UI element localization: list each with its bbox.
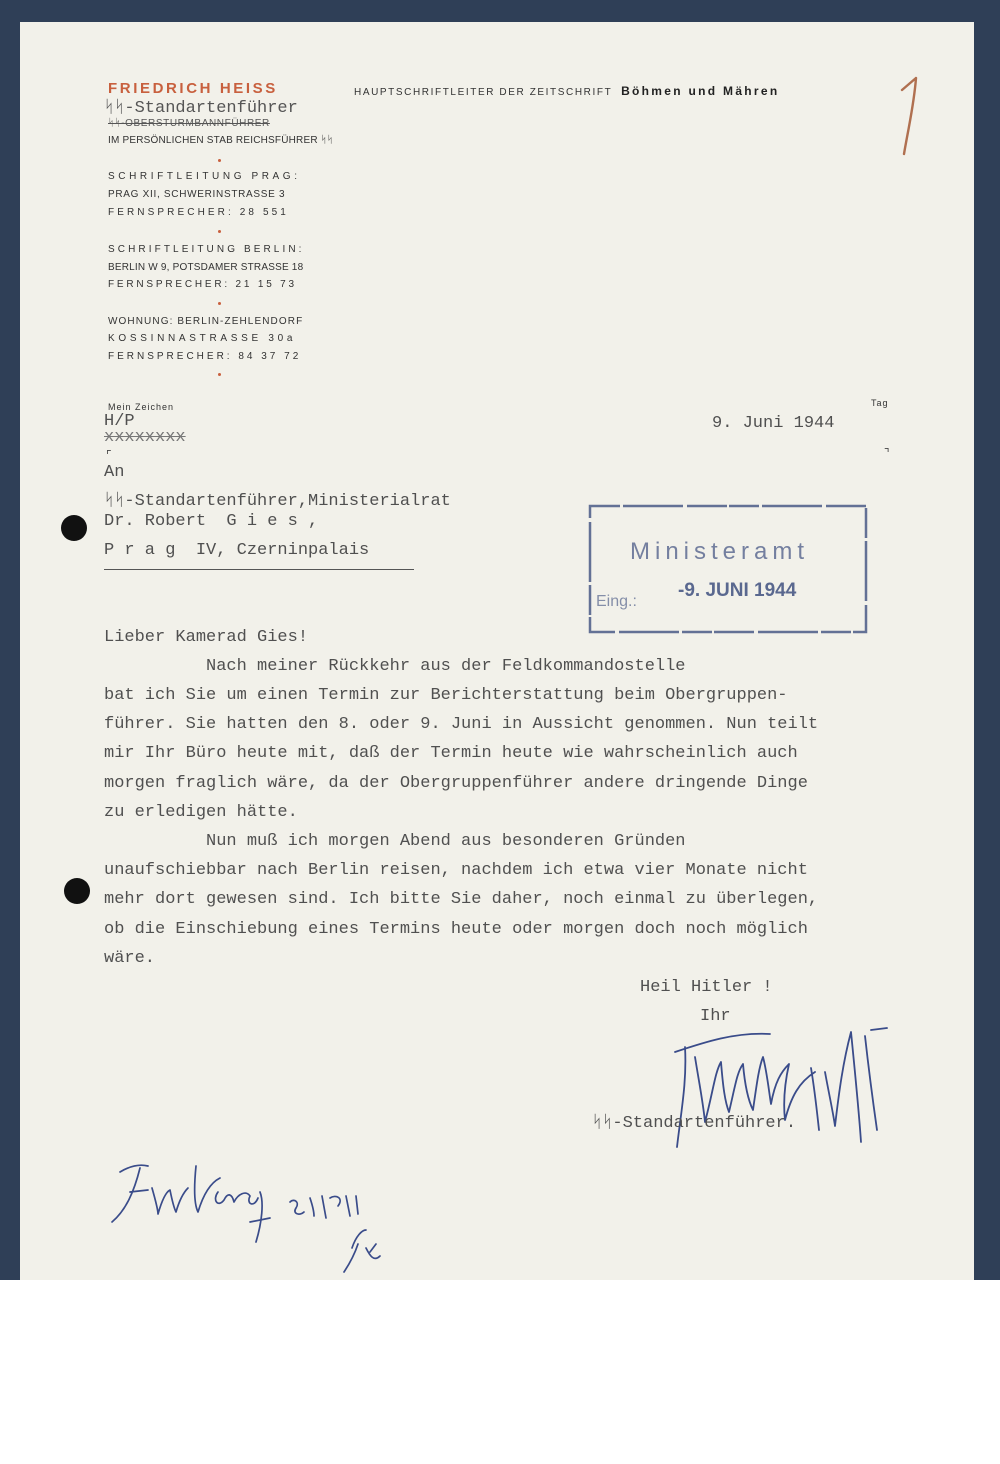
address-home-title: WOHNUNG: BERLIN-ZEHLENDORF	[108, 316, 304, 327]
body-line: morgen fraglich wäre, da der Obergruppenführer andere dringende Dinge	[104, 774, 808, 793]
closing: Heil Hitler !	[640, 978, 773, 997]
salutation: Lieber Kamerad Gies!	[104, 628, 309, 647]
letterhead-staff: IM PERSÖNLICHEN STAB REICHSFÜHRER ᛋᛋ	[108, 135, 334, 146]
address-home-street: KOSSINNASTRASSE 30a	[108, 333, 297, 344]
letterhead-magazine: Böhmen und Mähren	[621, 84, 780, 98]
address-berlin-title: SCHRIFTLEITUNG BERLIN:	[108, 244, 305, 255]
address-corner-mark: ⌝	[884, 446, 890, 460]
body-line: mehr dort gewesen sind. Ich bitte Sie daher, noch einmal zu überlegen,	[104, 890, 819, 909]
address-line: ᛋᛋ-Standartenführer,Ministerialrat	[104, 492, 451, 511]
body-line: Nach meiner Rückkehr aus der Feldkommandostelle	[104, 657, 686, 676]
letterhead-name: FRIEDRICH HEISS	[108, 80, 278, 97]
stamp-received-label: Eing.:	[596, 593, 637, 610]
body-line: Nun muß ich morgen Abend aus besonderen Gründen	[104, 832, 686, 851]
address-prag-title: SCHRIFTLEITUNG PRAG:	[108, 171, 301, 182]
punch-hole	[61, 515, 87, 541]
address-prefix: An	[104, 463, 125, 482]
body-line: bat ich Sie um einen Termin zur Berichterstattung beim Obergruppen-	[104, 686, 788, 705]
closing-ihr: Ihr	[700, 1007, 731, 1026]
letterhead-rank: ᛋᛋ-Standartenführer	[104, 99, 298, 118]
address-underline	[104, 569, 414, 570]
letterhead-dot	[218, 159, 221, 162]
letterhead-rank-struck: ᛋᛋ-OBERSTURMBANNFÜHRER	[108, 118, 270, 129]
reference-value: H/P	[104, 412, 135, 431]
signature-rank: ᛋᛋ-Standartenführer.	[592, 1114, 797, 1133]
received-stamp	[580, 496, 880, 636]
body-line: unaufschiebbar nach Berlin reisen, nachdem ich etwa vier Monate nicht	[104, 861, 808, 880]
address-berlin-phone: FERNSPRECHER: 21 15 73	[108, 279, 297, 290]
stamp-office: Ministeramt	[630, 538, 810, 565]
handwritten-note	[100, 1152, 390, 1282]
reference-label: Mein Zeichen	[108, 402, 175, 412]
letterhead-dot	[218, 230, 221, 233]
letter-page	[20, 22, 974, 1280]
body-line: zu erledigen hätte.	[104, 803, 298, 822]
reference-struck: xxxxxxxx	[104, 428, 186, 447]
letterhead-title	[354, 84, 780, 98]
body-line: ob die Einschiebung eines Termins heute oder morgen doch noch möglich	[104, 920, 808, 939]
letterhead-dot	[218, 373, 221, 376]
stamp-date: -9. JUNI 1944	[678, 580, 797, 601]
address-berlin-street: BERLIN W 9, POTSDAMER STRASSE 18	[108, 262, 304, 273]
letter-date: 9. Juni 1944	[712, 414, 835, 433]
punch-hole	[64, 878, 90, 904]
letterhead-title-prefix: HAUPTSCHRIFTLEITER DER ZEITSCHRIFT	[354, 87, 613, 98]
body-line: wäre.	[104, 949, 156, 968]
address-line: Dr. Robert G i e s ,	[104, 512, 319, 531]
address-prag-phone: FERNSPRECHER: 28 551	[108, 207, 289, 218]
address-prag-street: PRAG XII, SCHWERINSTRASSE 3	[108, 189, 286, 200]
body-line: führer. Sie hatten den 8. oder 9. Juni in Aussicht genommen. Nun teilt	[104, 715, 819, 734]
address-home-phone: FERNSPRECHER: 84 37 72	[108, 351, 302, 362]
letterhead-dot	[218, 302, 221, 305]
body-line: mir Ihr Büro heute mit, daß der Termin heute wie wahrscheinlich auch	[104, 744, 798, 763]
address-line: P r a g IV, Czerninpalais	[104, 541, 370, 560]
date-label: Tag	[871, 398, 889, 408]
address-corner-mark: ⌜	[106, 448, 112, 462]
margin-mark	[890, 70, 940, 160]
